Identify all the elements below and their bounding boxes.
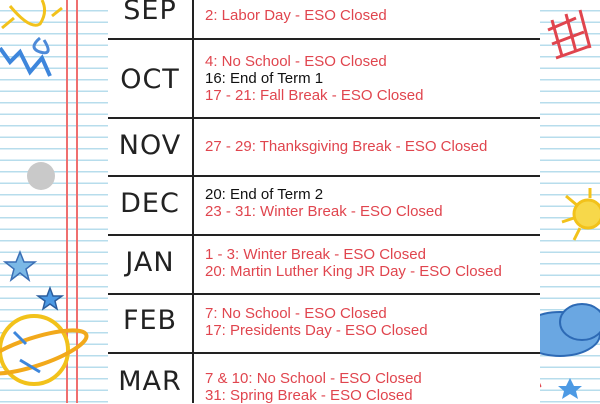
column-divider: [192, 0, 194, 403]
event-item: 7 & 10: No School - ESO Closed: [205, 370, 422, 387]
row-divider: [108, 234, 540, 236]
crosshatch-doodle-icon: [548, 10, 590, 58]
event-list-sep: [205, 7, 387, 24]
row-divider: [108, 293, 540, 295]
row-divider: [108, 352, 540, 354]
event-list-mar: [205, 370, 422, 404]
event-item: 17: Presidents Day - ESO Closed: [205, 322, 428, 339]
event-item: 7: No School - ESO Closed: [205, 305, 387, 322]
month-label-oct: OCT: [120, 64, 180, 95]
event-item: 20: Martin Luther King JR Day - ESO Closed: [205, 263, 502, 280]
event-item: 4: No School - ESO Closed: [205, 53, 387, 70]
event-list-dec: [205, 186, 443, 220]
row-divider: [108, 38, 540, 40]
event-list-jan: [205, 246, 502, 280]
month-label-nov: NOV: [118, 130, 182, 161]
sun-doodle-icon: [562, 188, 600, 240]
month-label-feb: FEB: [122, 305, 178, 336]
event-item: 2: Labor Day - ESO Closed: [205, 7, 387, 24]
event-list-feb: [205, 305, 428, 339]
punch-hole-icon: [27, 162, 55, 190]
month-label-dec: DEC: [120, 188, 180, 219]
month-label-mar: MAR: [118, 366, 182, 397]
month-label-jan: JAN: [125, 247, 175, 278]
month-label-sep: SEP: [123, 0, 177, 26]
event-list-oct: [205, 53, 423, 104]
row-divider: [108, 117, 540, 119]
row-divider: [108, 175, 540, 177]
planet-doodle-icon: [0, 316, 91, 384]
event-item: 27 - 29: Thanksgiving Break - ESO Closed: [205, 138, 488, 155]
event-list-nov: [205, 138, 487, 155]
event-item: 17 - 21: Fall Break - ESO Closed: [205, 87, 424, 104]
event-item: 31: Spring Break - ESO Closed: [205, 387, 413, 404]
star-doodle-icon: [5, 252, 62, 309]
event-item: 23 - 31: Winter Break - ESO Closed: [205, 203, 443, 220]
event-item: 20: End of Term 2: [205, 186, 324, 203]
event-item: 1 - 3: Winter Break - ESO Closed: [205, 246, 426, 263]
lightbulb-swirl-icon: [34, 38, 48, 53]
small-star-icon: [558, 378, 582, 399]
lightbulb-doodle-icon: [2, 0, 62, 28]
event-item: 16: End of Term 1: [205, 70, 324, 87]
